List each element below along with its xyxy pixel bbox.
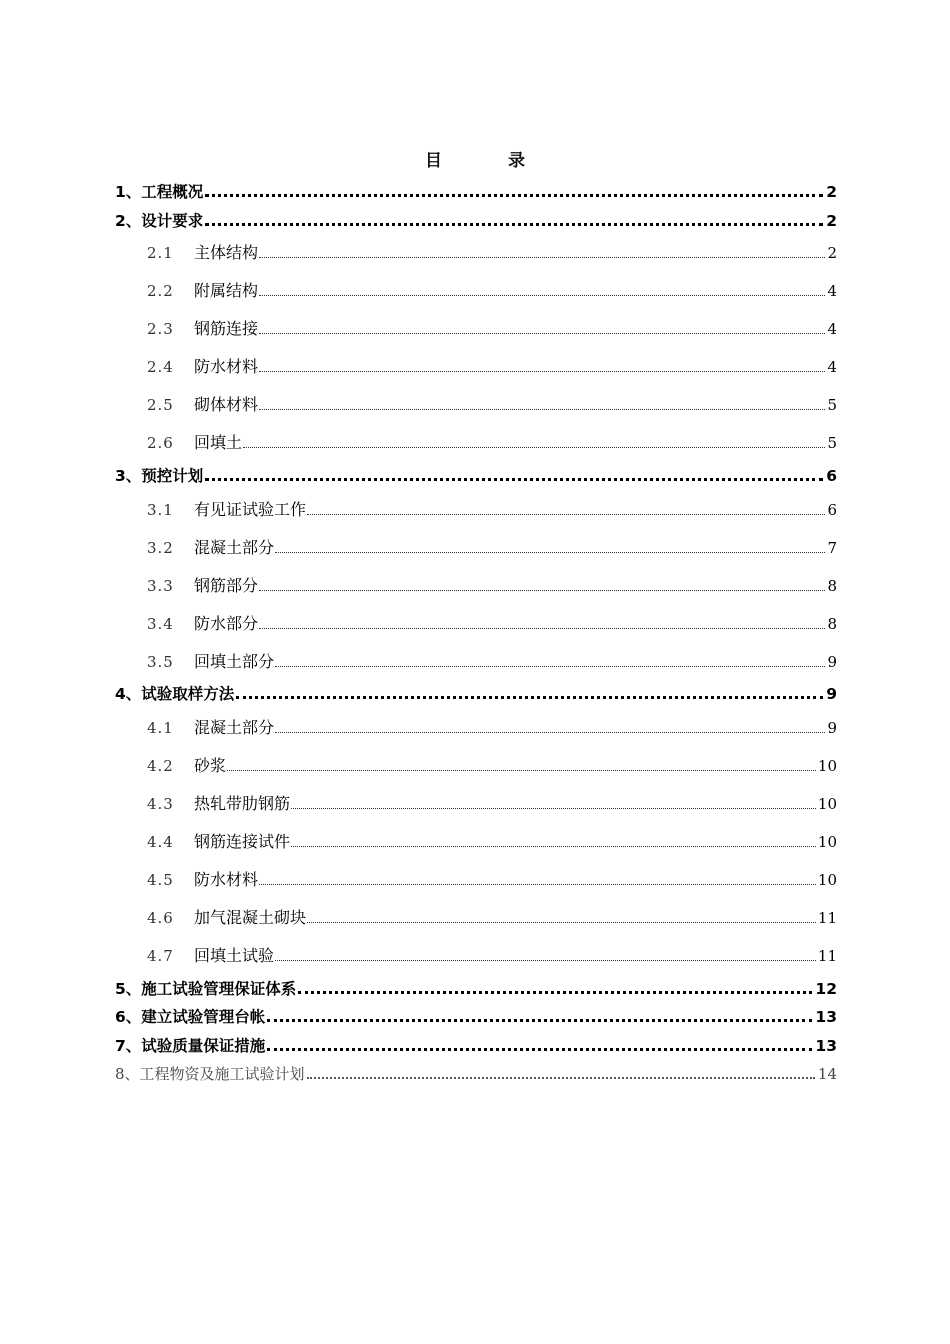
toc-entry-label: 加气混凝土砌块 bbox=[194, 908, 307, 927]
toc-entry-label: 砂浆 bbox=[194, 756, 227, 775]
toc-subentry-number: 3.1 bbox=[147, 501, 174, 519]
dot-leader bbox=[267, 1047, 812, 1051]
toc-entry-page: 2 bbox=[826, 183, 837, 201]
dot-leader bbox=[275, 551, 825, 553]
toc-entry-label: 钢筋连接试件 bbox=[194, 832, 291, 851]
toc-subentry[interactable] bbox=[147, 278, 837, 301]
toc-subentry-number: 3.3 bbox=[147, 577, 174, 595]
toc-entry-page: 9 bbox=[827, 653, 837, 671]
toc-subentry-number: 4.6 bbox=[147, 909, 174, 927]
toc-entry-label: 混凝土部分 bbox=[194, 538, 275, 557]
dot-leader bbox=[259, 294, 825, 296]
toc-subentry[interactable] bbox=[147, 611, 837, 634]
toc-entry-label: 3、预控计划 bbox=[115, 467, 204, 485]
toc-entry-label: 钢筋部分 bbox=[194, 576, 259, 595]
toc-subentry-number: 2.2 bbox=[147, 282, 174, 300]
dot-leader bbox=[259, 370, 825, 372]
toc-entry-page: 13 bbox=[815, 1008, 837, 1026]
toc-subentry[interactable] bbox=[147, 867, 837, 890]
toc-entry-page: 2 bbox=[827, 244, 837, 262]
toc-entry-page: 6 bbox=[827, 501, 837, 519]
toc-entry-label: 7、试验质量保证措施 bbox=[115, 1037, 266, 1055]
dot-leader bbox=[205, 193, 823, 197]
toc-entry[interactable] bbox=[115, 977, 837, 999]
toc-entry-page: 10 bbox=[817, 795, 837, 813]
toc-subentry[interactable] bbox=[147, 753, 837, 776]
toc-subentry[interactable] bbox=[147, 430, 837, 453]
toc-subentry-number: 2.6 bbox=[147, 434, 174, 452]
toc-entry-page: 10 bbox=[817, 871, 837, 889]
dot-leader bbox=[307, 513, 825, 515]
dot-leader bbox=[205, 477, 823, 481]
toc-entry-page: 7 bbox=[827, 539, 837, 557]
toc-subentry-number: 2.1 bbox=[147, 244, 174, 262]
dot-leader bbox=[275, 731, 825, 733]
toc-subentry-number: 2.4 bbox=[147, 358, 174, 376]
toc-entry-label: 回填土部分 bbox=[194, 652, 275, 671]
toc-entry-label: 回填土 bbox=[194, 433, 243, 452]
toc-entry-page: 2 bbox=[826, 212, 837, 230]
dot-leader bbox=[267, 1018, 812, 1022]
toc-entry-page: 10 bbox=[817, 833, 837, 851]
toc-subentry-number: 2.3 bbox=[147, 320, 174, 338]
toc-subentry-number: 3.2 bbox=[147, 539, 174, 557]
dot-leader bbox=[298, 990, 812, 994]
toc-entry-label: 附属结构 bbox=[194, 281, 259, 300]
toc-entry-page: 11 bbox=[817, 909, 837, 927]
toc-entry[interactable] bbox=[115, 464, 837, 486]
toc-subentry[interactable] bbox=[147, 316, 837, 339]
dot-leader bbox=[227, 769, 816, 771]
toc-entry-label: 混凝土部分 bbox=[194, 718, 275, 737]
toc-entry-label: 钢筋连接 bbox=[194, 319, 259, 338]
toc-entry-page: 8 bbox=[827, 615, 837, 633]
dot-leader bbox=[259, 256, 825, 258]
toc-entry-page: 11 bbox=[817, 947, 837, 965]
toc-entry-label: 有见证试验工作 bbox=[194, 500, 307, 519]
dot-leader bbox=[243, 446, 825, 448]
toc-entry[interactable] bbox=[115, 180, 837, 202]
toc-subentry[interactable] bbox=[147, 354, 837, 377]
toc-entry-page: 4 bbox=[827, 282, 837, 300]
toc-subentry[interactable] bbox=[147, 715, 837, 738]
toc-entry-label: 8、工程物资及施工试验计划 bbox=[115, 1065, 305, 1083]
toc-subentry-number: 4.2 bbox=[147, 757, 174, 775]
toc-subentry-number: 3.4 bbox=[147, 615, 174, 633]
toc-entry-page: 10 bbox=[817, 757, 837, 775]
dot-leader bbox=[307, 1076, 815, 1079]
toc-entry-label: 防水材料 bbox=[194, 870, 259, 889]
toc-entry-label: 砌体材料 bbox=[194, 395, 259, 414]
toc-entry-page: 5 bbox=[827, 396, 837, 414]
toc-subentry[interactable] bbox=[147, 573, 837, 596]
toc-entry[interactable] bbox=[115, 682, 837, 704]
dot-leader bbox=[205, 222, 823, 226]
dot-leader bbox=[259, 627, 825, 629]
toc-subentry[interactable] bbox=[147, 943, 837, 966]
dot-leader bbox=[291, 845, 816, 847]
toc-entry-page: 14 bbox=[817, 1065, 837, 1083]
toc-entry-label: 热轧带肋钢筋 bbox=[194, 794, 291, 813]
toc-subentry-number: 4.4 bbox=[147, 833, 174, 851]
toc-entry[interactable] bbox=[115, 209, 837, 231]
toc-subentry[interactable] bbox=[147, 905, 837, 928]
toc-subentry[interactable] bbox=[147, 392, 837, 415]
toc-entry-label: 1、工程概况 bbox=[115, 183, 204, 201]
toc-entry-page: 9 bbox=[827, 719, 837, 737]
dot-leader bbox=[307, 921, 816, 923]
dot-leader bbox=[259, 332, 825, 334]
toc-entry-label: 防水材料 bbox=[194, 357, 259, 376]
toc-entry-label: 主体结构 bbox=[194, 243, 259, 262]
toc-entry-label: 回填土试验 bbox=[194, 946, 275, 965]
toc-entry-page: 5 bbox=[827, 434, 837, 452]
dot-leader bbox=[275, 665, 825, 667]
toc-subentry-number: 4.7 bbox=[147, 947, 174, 965]
toc-subentry[interactable] bbox=[147, 535, 837, 558]
toc-entry-label: 2、设计要求 bbox=[115, 212, 204, 230]
dot-leader bbox=[236, 695, 823, 699]
dot-leader bbox=[275, 959, 816, 961]
toc-subentry-number: 4.5 bbox=[147, 871, 174, 889]
toc-entry-page: 8 bbox=[827, 577, 837, 595]
toc-subentry-number: 2.5 bbox=[147, 396, 174, 414]
toc-entry-label: 6、建立试验管理台帐 bbox=[115, 1008, 266, 1026]
toc-subentry-number: 4.3 bbox=[147, 795, 174, 813]
toc-entry-label: 5、施工试验管理保证体系 bbox=[115, 980, 297, 998]
toc-entry-page: 6 bbox=[826, 467, 837, 485]
toc-subentry[interactable] bbox=[147, 829, 837, 852]
dot-leader bbox=[259, 408, 825, 410]
toc-subentry[interactable] bbox=[147, 649, 837, 672]
toc-entry-page: 12 bbox=[815, 980, 837, 998]
toc-entry[interactable] bbox=[115, 1005, 837, 1027]
toc-entry-page: 4 bbox=[827, 358, 837, 376]
toc-entry[interactable] bbox=[115, 1034, 837, 1056]
toc-subentry-number: 4.1 bbox=[147, 719, 174, 737]
dot-leader bbox=[291, 807, 816, 809]
dot-leader bbox=[259, 589, 825, 591]
toc-subentry[interactable] bbox=[147, 240, 837, 263]
toc-entry-label: 4、试验取样方法 bbox=[115, 685, 235, 703]
toc-subentry[interactable] bbox=[147, 497, 837, 520]
toc-entry-page: 9 bbox=[826, 685, 837, 703]
toc-entry-page: 13 bbox=[815, 1037, 837, 1055]
toc-entry[interactable] bbox=[115, 1063, 837, 1084]
toc-entry-label: 防水部分 bbox=[194, 614, 259, 633]
toc-subentry-number: 3.5 bbox=[147, 653, 174, 671]
toc-entry-page: 4 bbox=[827, 320, 837, 338]
toc-subentry[interactable] bbox=[147, 791, 837, 814]
dot-leader bbox=[259, 883, 816, 885]
toc-title: 目 录 bbox=[425, 151, 555, 171]
